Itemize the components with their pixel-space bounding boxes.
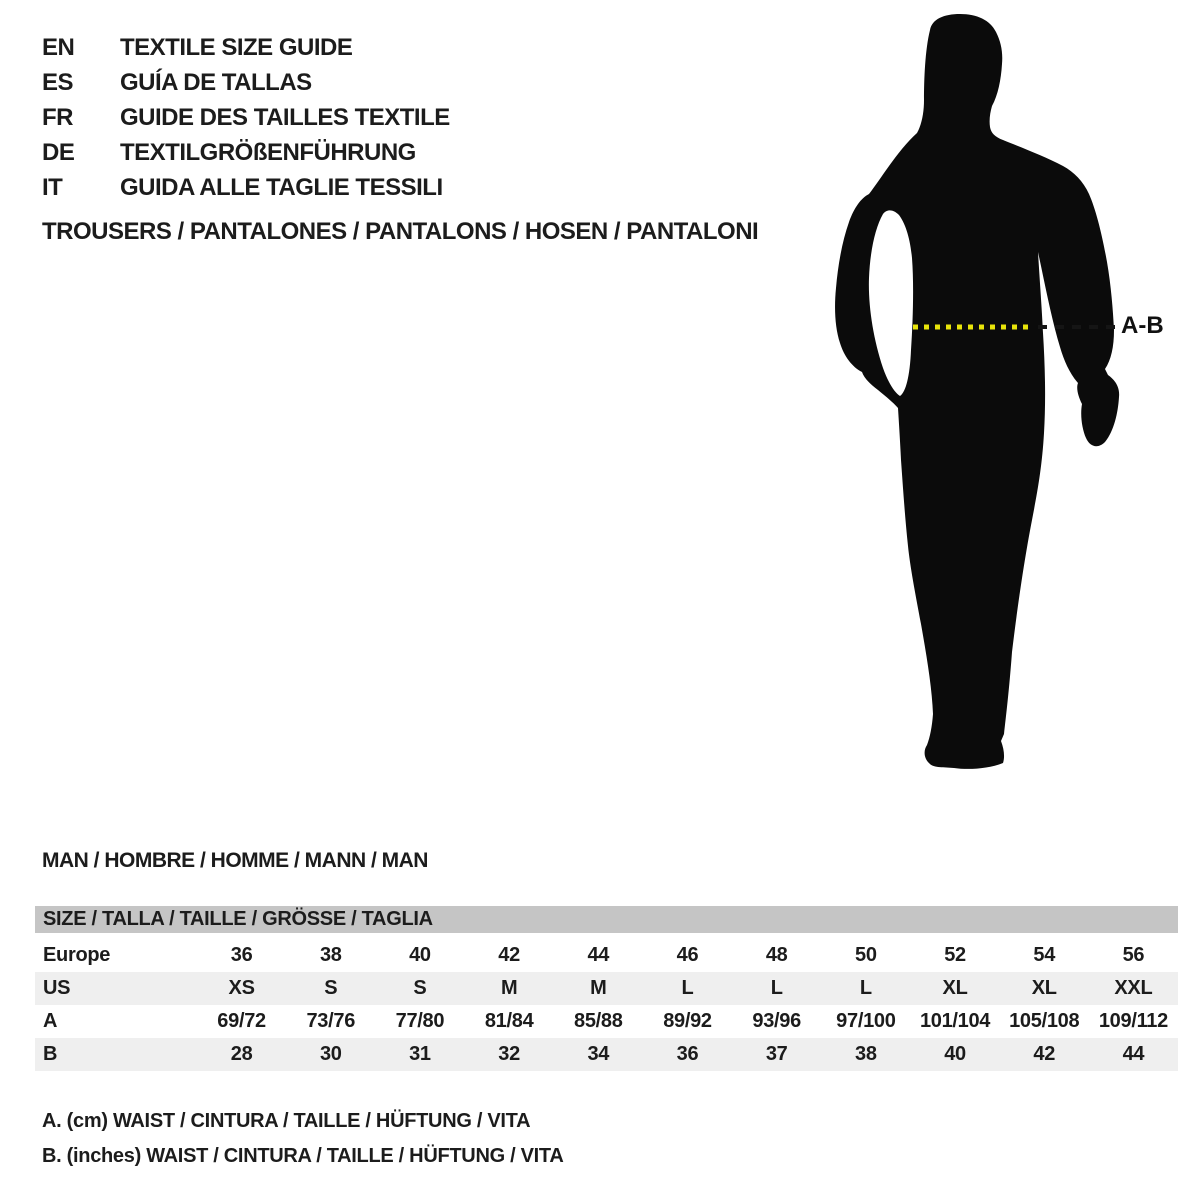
table-row-b-inches <box>35 1038 1178 1071</box>
table-cell: L <box>681 977 694 999</box>
table-cell: 42 <box>498 944 520 966</box>
table-cell: S <box>413 977 427 999</box>
table-cell: 42 <box>1033 1043 1056 1065</box>
table-cell: 77/80 <box>395 1010 445 1032</box>
table-cell: 85/88 <box>574 1010 623 1032</box>
language-title: TEXTILGRÖßENFÜHRUNG <box>120 139 416 166</box>
table-cell: 69/72 <box>217 1010 266 1032</box>
table-cell: 44 <box>1122 1043 1145 1065</box>
language-guide-list <box>42 30 450 205</box>
table-cell: 56 <box>1122 944 1145 966</box>
section-heading: MAN / HOMBRE / HOMME / MANN / MAN <box>42 849 428 872</box>
language-code: ES <box>42 69 74 96</box>
table-row-us <box>35 972 1178 1005</box>
table-cell: 46 <box>676 944 699 966</box>
table-cell: 73/76 <box>306 1010 356 1032</box>
language-row-fr <box>42 100 450 135</box>
table-cell: 38 <box>319 944 342 966</box>
row-label: A <box>43 1010 58 1032</box>
table-cell: 30 <box>319 1043 342 1065</box>
category-heading: TROUSERS / PANTALONES / PANTALONS / HOSEN / PANTALONI <box>42 218 759 245</box>
language-code: EN <box>42 34 75 61</box>
table-cell: 81/84 <box>484 1010 534 1032</box>
table-cell: 50 <box>855 944 877 966</box>
table-cell: 54 <box>1033 944 1056 966</box>
man-silhouette-figure <box>820 0 1200 800</box>
table-cell: M <box>500 977 518 999</box>
language-row-es <box>42 65 450 100</box>
table-cell: 48 <box>765 944 788 966</box>
table-row-a-cm <box>35 1005 1178 1038</box>
table-cell: 38 <box>855 1043 877 1065</box>
size-table <box>35 906 1178 1071</box>
table-cell: M <box>590 977 607 999</box>
note-measure-b: B. (inches) WAIST / CINTURA / TAILLE / HÜFTUNG / VITA <box>42 1145 564 1167</box>
table-cell: 31 <box>409 1043 431 1065</box>
table-cell: L <box>859 977 872 999</box>
table-cell: XL <box>1031 977 1057 999</box>
table-cell: 32 <box>498 1043 520 1065</box>
language-title: GUÍA DE TALLAS <box>120 69 312 96</box>
row-label: Europe <box>43 944 111 966</box>
language-row-en <box>42 30 450 65</box>
note-measure-a: A. (cm) WAIST / CINTURA / TAILLE / HÜFTUNG / VITA <box>42 1110 531 1132</box>
table-cell: 105/108 <box>1009 1010 1080 1032</box>
table-cell: 101/104 <box>919 1010 991 1032</box>
table-cell: 44 <box>587 944 610 966</box>
table-cell: 89/92 <box>663 1010 712 1032</box>
table-cell: 109/112 <box>1098 1010 1168 1032</box>
language-code: FR <box>42 104 73 131</box>
table-cell: 36 <box>676 1043 699 1065</box>
table-row-europe <box>35 939 1178 972</box>
table-cell: 34 <box>587 1043 610 1065</box>
man-silhouette-path <box>835 14 1119 769</box>
language-code: DE <box>42 139 75 166</box>
table-cell: 28 <box>230 1043 253 1065</box>
language-title: TEXTILE SIZE GUIDE <box>120 34 353 61</box>
table-cell: S <box>324 977 338 999</box>
row-label: B <box>43 1043 58 1065</box>
man-silhouette-graphic <box>820 0 1200 800</box>
table-cell: 36 <box>230 944 253 966</box>
language-title: GUIDE DES TAILLES TEXTILE <box>120 104 450 131</box>
size-table-header: SIZE / TALLA / TAILLE / GRÖSSE / TAGLIA <box>35 906 1178 933</box>
language-title: GUIDA ALLE TAGLIE TESSILI <box>120 174 443 201</box>
waist-measure-label: A-B <box>1121 312 1164 339</box>
row-label: US <box>43 977 71 999</box>
table-cell: 52 <box>944 944 966 966</box>
table-cell: 93/96 <box>752 1010 801 1032</box>
table-cell: L <box>770 977 783 999</box>
language-row-it <box>42 170 450 205</box>
language-row-de <box>42 135 450 170</box>
table-cell: XL <box>942 977 968 999</box>
language-code: IT <box>42 174 63 201</box>
table-cell: XS <box>228 977 255 999</box>
table-cell: XXL <box>1114 977 1153 999</box>
table-cell: 37 <box>765 1043 788 1065</box>
table-cell: 40 <box>944 1043 966 1065</box>
table-cell: 40 <box>409 944 431 966</box>
table-cell: 97/100 <box>836 1010 896 1032</box>
